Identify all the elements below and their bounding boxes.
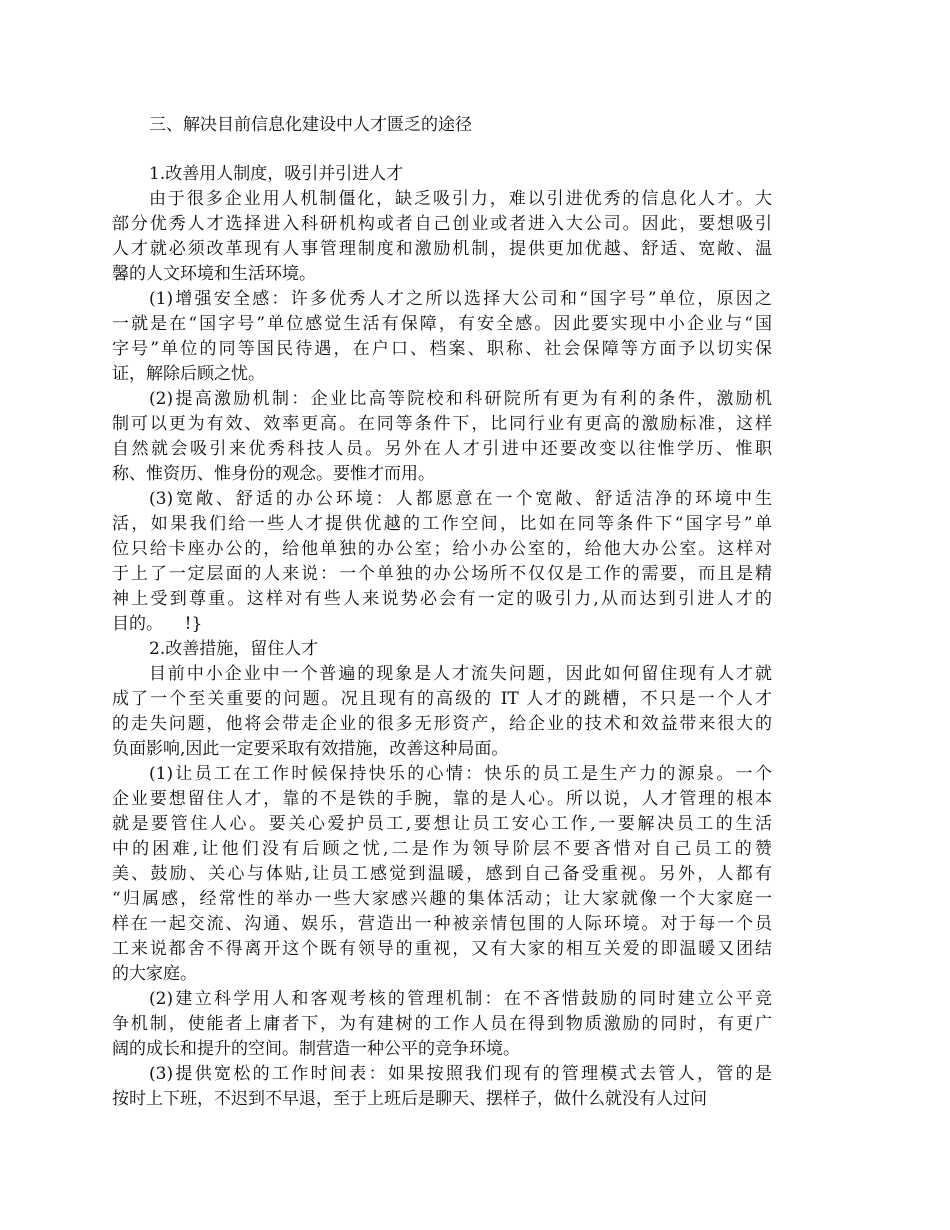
- paragraph-line: 于上了一定层面的人来说：一个单独的办公场所不仅仅是工作的需要，而且是精: [112, 564, 772, 584]
- paragraph-line: 活，如果我们给一些人才提供优越的工作空间，比如在同等条件下“国字号”单: [112, 514, 772, 534]
- paragraph-line: (2)提高激励机制：企业比高等院校和科研院所有更为有利的条件，激励机: [149, 389, 772, 409]
- paragraph-line: 工来说都舍不得离开这个既有领导的重视，又有大家的相互关爱的即温暖又团结: [112, 939, 772, 959]
- paragraph-line: 样在一起交流、沟通、娱乐，营造出一种被亲情包围的人际环境。对于每一个员: [112, 914, 772, 934]
- paragraph-line: 企业要想留住人才，靠的不是铁的手腕，靠的是人心。所以说，人才管理的根本: [112, 789, 772, 809]
- paragraph-line: 部分优秀人才选择进入科研机构或者自己创业或者进入大公司。因此，要想吸引: [112, 214, 772, 234]
- paragraph-line: 目的。 !}: [112, 614, 203, 634]
- paragraph-line: 中的困难,让他们没有后顾之忧,二是作为领导阶层不要吝惜对自己员工的赞: [112, 839, 772, 859]
- spacer: [112, 138, 772, 162]
- paragraph-line: 称、惟资历、惟身份的观念。要惟才而用。: [112, 464, 435, 484]
- paragraph-line: 位只给卡座办公的，给他单独的办公室；给小办公室的，给他大办公室。这样对: [112, 539, 772, 559]
- paragraph-line: 美、鼓励、关心与体贴,让员工感觉到温暖，感到自己备受重视。另外，人都有: [112, 864, 772, 884]
- paragraph-line: “归属感，经常性的举办一些大家感兴趣的集体活动；让大家就像一个大家庭一: [112, 889, 772, 909]
- paragraph-line: 负面影响,因此一定要采取有效措施，改善这种局面。: [112, 739, 509, 759]
- paragraph-line: 馨的人文环境和生活环境。: [112, 264, 316, 284]
- paragraph-line: 人才就必须改革现有人事管理制度和激励机制，提供更加优越、舒适、宽敞、温: [112, 239, 772, 259]
- subsection-title: 2.改善措施，留住人才: [149, 639, 319, 659]
- paragraph-line: 制可以更为有效、效率更高。在同等条件下，比同行业有更高的激励标准，这样: [112, 414, 772, 434]
- paragraph-line: 的大家庭。: [112, 964, 197, 984]
- section-heading: 三、解决目前信息化建设中人才匮乏的途径: [149, 115, 472, 135]
- paragraph-line: 的走失问题，他将会带走企业的很多无形资产，给企业的技术和效益带来很大的: [112, 714, 772, 734]
- paragraph-line: 成了一个至关重要的问题。况且现有的高级的 IT 人才的跳槽，不只是一个人才: [112, 689, 772, 709]
- paragraph-line: 目前中小企业中一个普遍的现象是人才流失问题，因此如何留住现有人才就: [149, 664, 772, 684]
- paragraph-line: (1)让员工在工作时候保持快乐的心情：快乐的员工是生产力的源泉。一个: [149, 764, 772, 784]
- paragraph-line: 一就是在“国字号”单位感觉生活有保障，有安全感。因此要实现中小企业与“国: [112, 314, 772, 334]
- paragraph-line: 证，解除后顾之忧。: [112, 364, 265, 384]
- paragraph-line: 由于很多企业用人机制僵化，缺乏吸引力，难以引进优秀的信息化人才。大: [149, 189, 772, 209]
- paragraph-line: 字号”单位的同等国民待遇，在户口、档案、职称、社会保障等方面予以切实保: [112, 339, 772, 359]
- paragraph-line: (3)提供宽松的工作时间表：如果按照我们现有的管理模式去管人，管的是: [149, 1064, 772, 1084]
- paragraph-line: 争机制，使能者上庸者下，为有建树的工作人员在得到物质激励的同时，有更广: [112, 1014, 772, 1034]
- paragraph-line: 就是要管住人心。要关心爱护员工,要想让员工安心工作,一要解决员工的生活: [112, 814, 772, 834]
- paragraph-line: 阔的成长和提升的空间。制营造一种公平的竞争环境。: [112, 1039, 520, 1059]
- paragraph-line: 神上受到尊重。这样对有些人来说势必会有一定的吸引力,从而达到引进人才的: [112, 589, 772, 609]
- document-body: [112, 113, 772, 1112]
- paragraph-line: (1)增强安全感：许多优秀人才之所以选择大公司和“国字号”单位，原因之: [149, 289, 772, 309]
- paragraph-line: (3)宽敞、舒适的办公环境：人都愿意在一个宽敞、舒适洁净的环境中生: [149, 489, 772, 509]
- paragraph-line: 按时上下班，不迟到不早退，至于上班后是聊天、摆样子，做什么就没有人过问: [112, 1089, 707, 1109]
- paragraph-line: 自然就会吸引来优秀科技人员。另外在人才引进中还要改变以往惟学历、惟职: [112, 439, 772, 459]
- subsection-title: 1.改善用人制度，吸引并引进人才: [149, 164, 404, 184]
- paragraph-line: (2)建立科学用人和客观考核的管理机制：在不吝惜鼓励的同时建立公平竞: [149, 989, 772, 1009]
